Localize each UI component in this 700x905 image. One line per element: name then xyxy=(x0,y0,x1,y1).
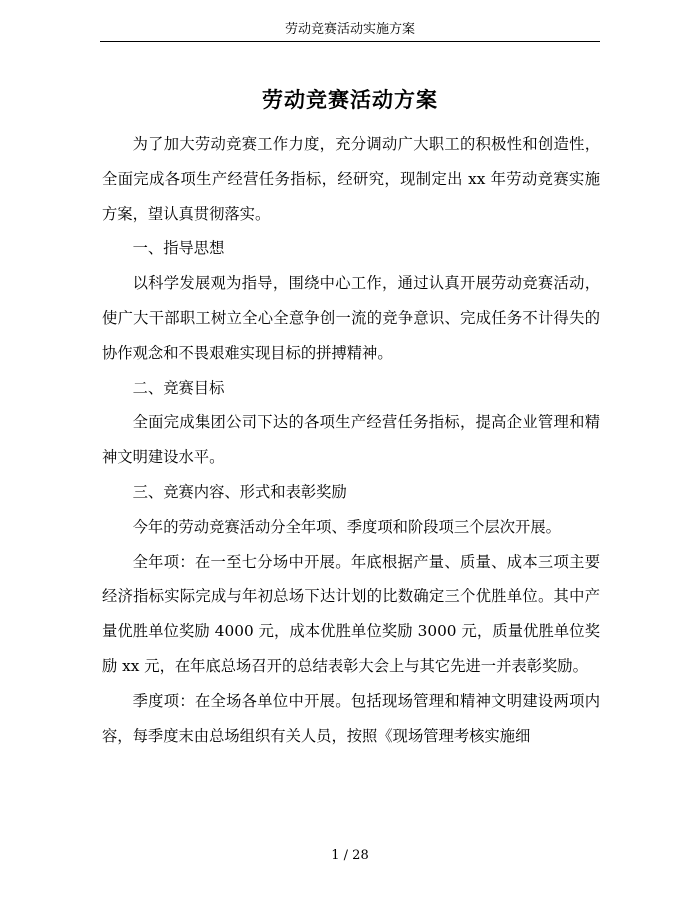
section-heading-content-and-awards: 三、竞赛内容、形式和表彰奖励 xyxy=(132,482,347,501)
intro-paragraph: 为了加大劳动竞赛工作力度，充分调动广大职工的积极性和创造性，全面完成各项生产经营任务指标，经研究，现制定出 xx 年劳动竞赛实施方案，望认真贯彻落实。 xyxy=(102,135,600,223)
section-heading-guiding-ideology: 一、指导思想 xyxy=(132,239,225,258)
header-divider xyxy=(100,41,600,42)
quarterly-item-paragraph: 季度项：在全场各单位中开展。包括现场管理和精神文明建设两项内容，每季度末由总场组织有关人员，按照《现场管理考核实施细 xyxy=(102,691,600,745)
page-number: 1 / 28 xyxy=(331,848,369,863)
competition-goals-paragraph: 全面完成集团公司下达的各项生产经营任务指标，提高企业管理和精神文明建设水平。 xyxy=(102,413,600,467)
guiding-ideology-paragraph: 以科学发展观为指导，围绕中心工作，通过认真开展劳动竞赛活动，使广大干部职工树立全心全意争创一流的竞争意识、完成任务不计得失的协作观念和不畏艰难实现目标的拼搏精神。 xyxy=(102,274,600,362)
annual-item-paragraph: 全年项：在一至七分场中开展。年底根据产量、质量、成本三项主要经济指标实际完成与年初总场下达计划的比数确定三个优胜单位。其中产量优胜单位奖励 4000 元，成本优胜单位奖励 3000 元，质量优胜单位奖励 xx 元，在年底总场召开的总结表彰大会上与其它先进一并表彰奖励。 xyxy=(102,552,600,675)
section-heading-competition-goals: 二、竞赛目标 xyxy=(132,378,225,397)
content-overview-paragraph: 今年的劳动竞赛活动分全年项、季度项和阶段项三个层次开展。 xyxy=(132,517,561,536)
document-body xyxy=(102,127,600,753)
running-header: 劳动竞赛活动实施方案 xyxy=(284,22,415,37)
document-title: 劳动竞赛活动方案 xyxy=(262,88,438,112)
